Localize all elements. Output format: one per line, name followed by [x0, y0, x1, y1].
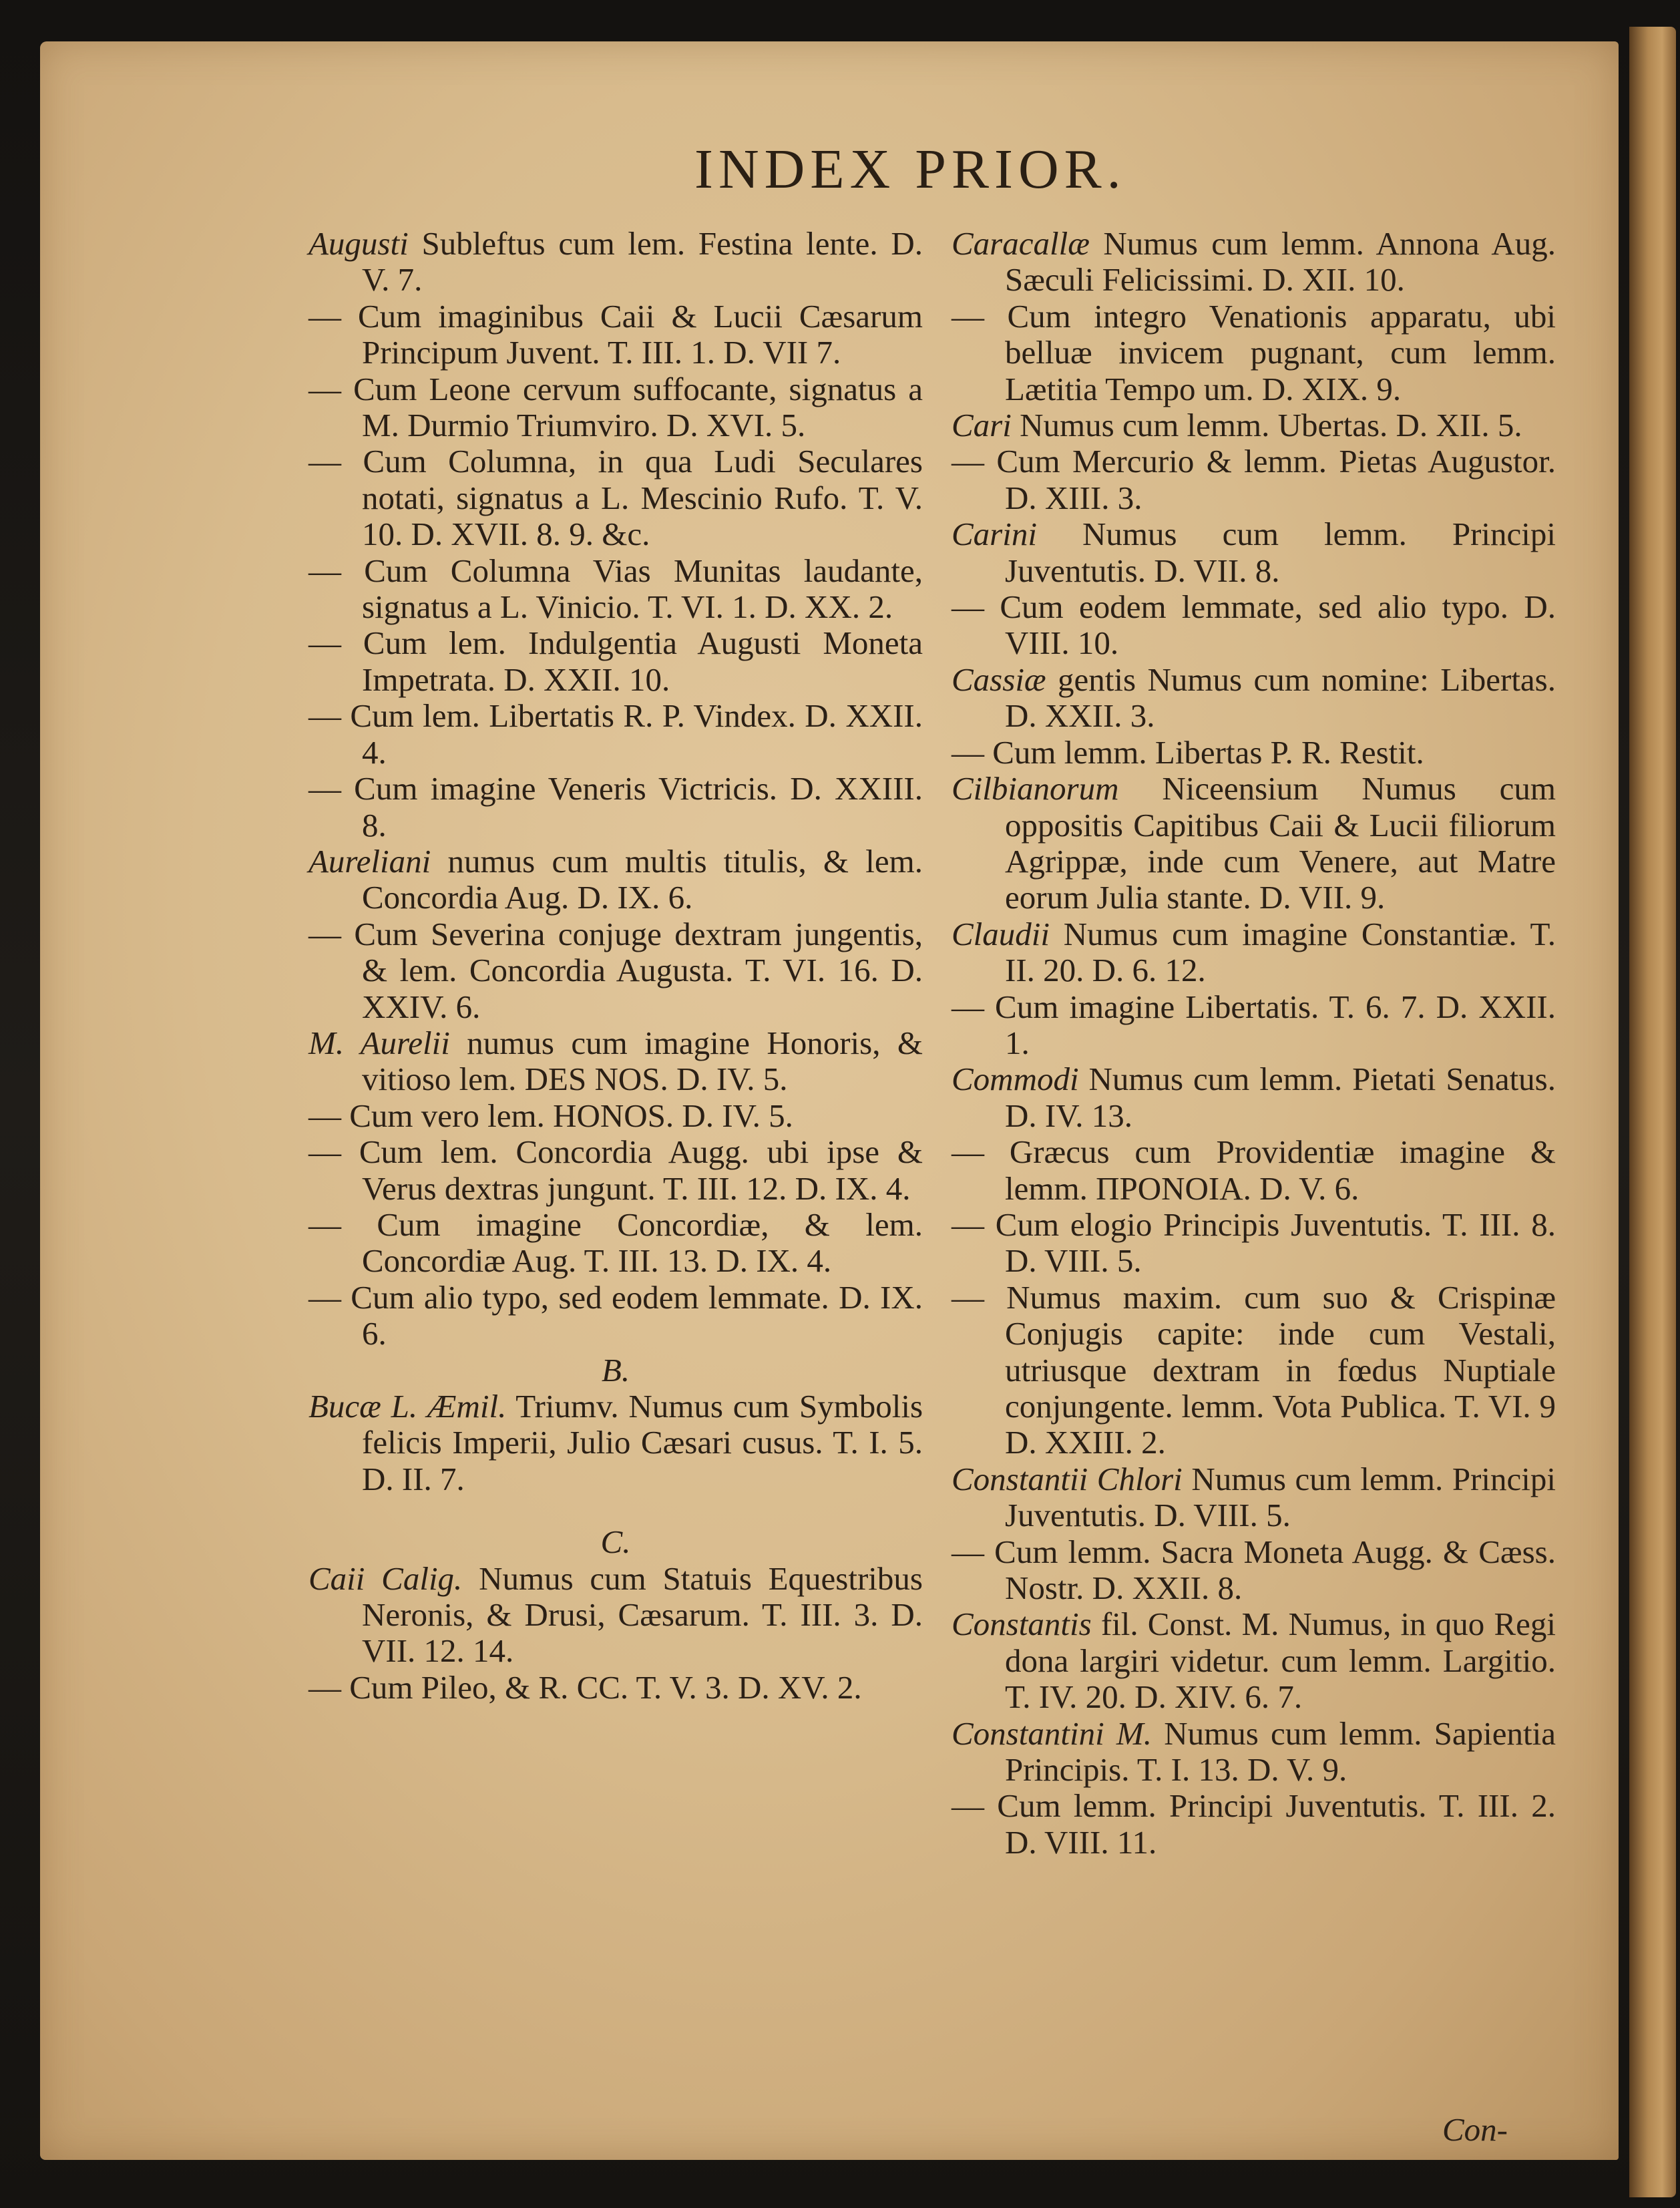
- entry-text: — Cum Pileo, & R. CC. T. V. 3. D. XV. 2.: [308, 1668, 862, 1706]
- entry-text: — Cum lem. Concordia Augg. ubi ipse & Verus dextras jungunt. T. III. 12. D. IX. 4.: [308, 1133, 923, 1207]
- entry-text: — Cum lemm. Sacra Moneta Augg. & Cæss. Nostr. D. XXII. 8.: [952, 1533, 1556, 1607]
- index-entry: [308, 1025, 923, 1098]
- entry-text: — Græcus cum Providentiæ imagine & lemm. ΠΡΟΝΟΙΑ. D. V. 6.: [952, 1133, 1556, 1207]
- entry-head: Bucæ L. Æmil.: [308, 1388, 507, 1425]
- index-entry: [952, 735, 1556, 771]
- section-letter: B.: [601, 1351, 630, 1389]
- entry-text: Numus cum lemm. Annona Aug. Sæculi Felicissimi. D. XII. 10.: [1005, 225, 1556, 299]
- entry-text: Niceensium Numus cum oppositis Capitibus Caii & Lucii filiorum Agrippæ, inde cum Venere, aut Matre eorum Julia stante. D. VII. 9.: [1005, 770, 1556, 916]
- index-entry: [952, 1788, 1556, 1861]
- index-entry: [952, 1534, 1556, 1607]
- entry-text: — Cum alio typo, sed eodem lemmate. D. IX. 6.: [308, 1278, 923, 1352]
- entry-text: — Cum Mercurio & lemm. Pietas Augustor. D. XIII. 3.: [952, 443, 1556, 516]
- entry-text: Numus cum lemm. Ubertas. D. XII. 5.: [1020, 407, 1522, 444]
- entry-text: — Cum imagine Concordiæ, & lem. Concordiæ Aug. T. III. 13. D. IX. 4.: [308, 1206, 923, 1280]
- entry-text: Numus cum lemm. Pietati Senatus. D. IV. 13.: [1005, 1061, 1556, 1134]
- index-entry: [308, 1280, 923, 1352]
- index-entry: [308, 1098, 923, 1134]
- entry-text: — Cum Columna Vias Munitas laudante, signatus a L. Vinicio. T. VI. 1. D. XX. 2.: [308, 552, 923, 626]
- entry-text: numus cum imagine Honoris, & vitioso lem. DES NOS. D. IV. 5.: [362, 1024, 923, 1098]
- index-entry: [952, 662, 1556, 735]
- index-entry: [308, 1389, 923, 1497]
- entry-text: — Cum eodem lemmate, sed alio typo. D. VIII. 10.: [952, 588, 1556, 662]
- index-entry: [308, 844, 923, 916]
- entry-head: Commodi: [952, 1061, 1079, 1098]
- index-entry: [308, 1207, 923, 1280]
- index-entry: [952, 443, 1556, 516]
- index-entry: [952, 1280, 1556, 1461]
- index-entry: [308, 698, 923, 771]
- entry-text: — Cum elogio Principis Juventutis. T. III. 8. D. VIII. 5.: [952, 1206, 1556, 1280]
- entry-text: fil. Const. M. Numus, in quo Regi dona largiri videtur. cum lemm. Largitio. T. IV. 20. D. XIV. 6. 7.: [1005, 1606, 1556, 1716]
- index-entry: [308, 1670, 923, 1706]
- index-entry: [952, 1606, 1556, 1715]
- entry-text: Numus cum imagine Constantiæ. T. II. 20. D. 6. 12.: [1005, 915, 1556, 989]
- entry-head: Cari: [952, 407, 1012, 444]
- section-gap: [308, 1497, 923, 1524]
- index-entry: [952, 407, 1556, 443]
- index-entry: [308, 916, 923, 1025]
- index-entry: [308, 226, 923, 299]
- index-entry: [952, 1134, 1556, 1207]
- index-entry: [952, 226, 1556, 299]
- entry-text: Numus cum lemm. Principi Juventutis. D. VII. 8.: [1005, 516, 1556, 589]
- entry-text: — Cum lemm. Libertas P. R. Restit.: [952, 733, 1424, 771]
- entry-text: numus cum multis titulis, & lem. Concordia Aug. D. IX. 6.: [362, 842, 923, 916]
- index-entry: [308, 443, 923, 552]
- index-entry: [952, 771, 1556, 916]
- entry-text: — Cum integro Venationis apparatu, ubi belluæ invicem pugnant, cum lemm. Lætitia Tempo um. D. XIX. 9.: [952, 297, 1556, 407]
- entry-text: Numus cum Statuis Equestribus Neronis, & Drusi, Cæsarum. T. III. 3. D. VII. 12. 14.: [362, 1559, 923, 1670]
- index-entry: [308, 771, 923, 844]
- entry-text: — Cum Leone cervum suffocante, signatus a M. Durmio Triumviro. D. XVI. 5.: [308, 370, 923, 444]
- index-entry: [952, 916, 1556, 989]
- entry-text: — Cum lemm. Principi Juventutis. T. III. 2. D. VIII. 11.: [952, 1787, 1556, 1861]
- entry-head: Constantis: [952, 1606, 1092, 1643]
- entry-text: — Cum Severina conjuge dextram jungentis, & lem. Concordia Augusta. T. VI. 16. D. XXIV. 6.: [308, 915, 923, 1025]
- index-entry: [952, 516, 1556, 589]
- entry-text: — Cum imagine Libertatis. T. 6. 7. D. XXII. 1.: [952, 988, 1556, 1061]
- index-entry: [952, 1061, 1556, 1134]
- entry-head: Cilbianorum: [952, 770, 1119, 807]
- entry-text: Triumv. Numus cum Symbolis felicis Imperii, Julio Cæsari cusus. T. I. 5. D. II. 7.: [362, 1388, 923, 1497]
- entry-head: M. Aurelii: [308, 1024, 450, 1061]
- entry-text: Numus cum lemm. Sapientia Principis. T. I. 13. D. V. 9.: [1005, 1714, 1556, 1789]
- entry-text: Numus cum lemm. Principi Juventutis. D. VIII. 5.: [1005, 1460, 1556, 1534]
- entry-head: Augusti: [308, 225, 409, 262]
- entry-text: gentis Numus cum nomine: Libertas. D. XXII. 3.: [1005, 661, 1556, 735]
- left-column: [308, 226, 923, 1706]
- index-entry: [952, 299, 1556, 407]
- index-entry: [308, 625, 923, 698]
- index-entry: [952, 1207, 1556, 1280]
- entry-head: Caracallæ: [952, 225, 1090, 262]
- entry-text: — Cum lem. Libertatis R. P. Vindex. D. XXII. 4.: [308, 697, 923, 771]
- index-entry: [952, 989, 1556, 1062]
- index-entry: [952, 1716, 1556, 1789]
- entry-head: Cassiæ: [952, 661, 1046, 698]
- page-header: INDEX PRIOR.: [694, 138, 1126, 200]
- index-entry: [952, 1461, 1556, 1534]
- entry-text: — Cum lem. Indulgentia Augusti Moneta Impetrata. D. XXII. 10.: [308, 624, 923, 698]
- section-letter: C.: [600, 1523, 631, 1561]
- entry-head: Constantini M.: [952, 1714, 1152, 1752]
- index-entry: [952, 589, 1556, 662]
- entry-text: — Cum vero lem. HONOS. D. IV. 5.: [308, 1097, 793, 1134]
- entry-text: Subleftus cum lem. Festina lente. D. V. 7.: [362, 225, 923, 299]
- entry-text: — Cum imagine Veneris Victricis. D. XXIII. 8.: [308, 770, 923, 844]
- entry-text: — Cum Columna, in qua Ludi Seculares notati, signatus a L. Mescinio Rufo. T. V. 10. D. XVII. 8. 9. &c.: [308, 443, 923, 553]
- right-column: [952, 226, 1556, 1861]
- entry-head: Carini: [952, 516, 1037, 553]
- page-edge: [1629, 27, 1676, 2197]
- index-entry: [308, 1134, 923, 1207]
- entry-head: Claudii: [952, 915, 1050, 952]
- entry-text: — Numus maxim. cum suo & Crispinæ Conjugis capite: inde cum Vestali, utriusque dextram in fœdus Nuptiale conjungente. lemm. Vota Publica. T. VI. 9 D. XXIII. 2.: [952, 1278, 1556, 1461]
- entry-head: Aureliani: [308, 842, 431, 880]
- index-entry: [308, 553, 923, 626]
- index-entry: [308, 299, 923, 371]
- entry-head: Caii Calig.: [308, 1559, 463, 1597]
- catchword: Con-: [1442, 2111, 1508, 2148]
- index-entry: [308, 1561, 923, 1670]
- entry-head: Constantii Chlori: [952, 1460, 1183, 1497]
- index-entry: [308, 371, 923, 444]
- entry-text: — Cum imaginibus Caii & Lucii Cæsarum Principum Juvent. T. III. 1. D. VII 7.: [308, 297, 923, 371]
